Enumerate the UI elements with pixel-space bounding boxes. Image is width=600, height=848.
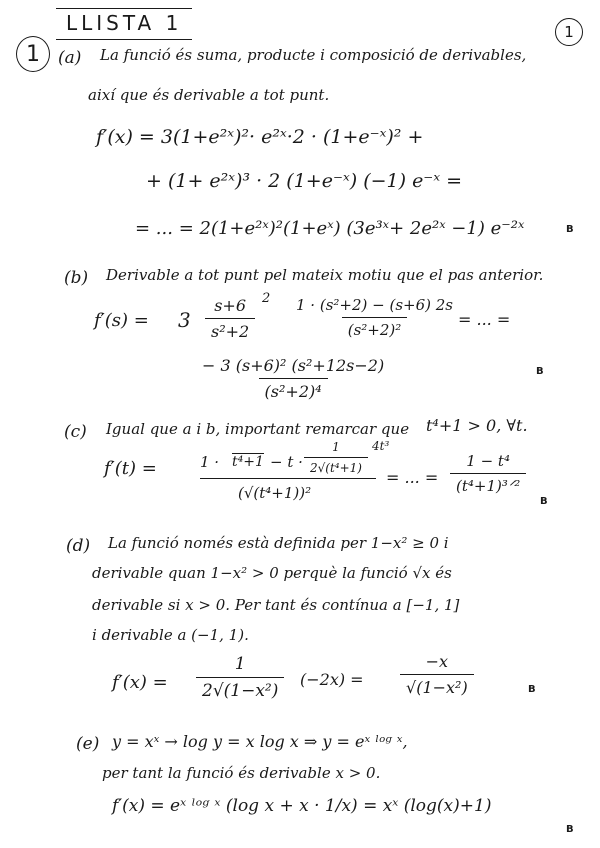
- part-b-base-den: s²+2: [205, 318, 255, 341]
- part-b-second-num: 1 · (s²+2) − (s+6) 2s: [296, 296, 454, 314]
- exercise-number-circle: [16, 36, 50, 72]
- part-d-frac-den: 2√(1−x²): [196, 677, 284, 701]
- part-b-lhs: f′(s) =: [94, 310, 149, 331]
- part-c-tail: = ... =: [386, 468, 439, 487]
- part-c-num-a: 1 ·: [200, 453, 220, 471]
- part-c-text: Igual que a i b, important remarcar que: [106, 420, 410, 438]
- part-c-inner-tail: 4t³: [372, 439, 390, 453]
- part-a-equation-3: = ... = 2(1+e²ˣ)²(1+eˣ) (3e³ˣ+ 2e²ˣ −1) e⁻²ˣ: [135, 218, 525, 239]
- part-d-text-3: derivable si x > 0. Per tant és contínua a [−1, 1]: [92, 596, 460, 614]
- part-c-label: (c): [64, 422, 87, 442]
- part-d-text-1: La funció només està definida per 1−x² ≥ 0 i: [108, 534, 449, 552]
- part-b-coefficient: 3: [178, 308, 191, 332]
- part-c-result-den: (t⁴+1)³ᐟ²: [450, 473, 526, 495]
- part-b-result-num: − 3 (s+6)² (s²+12s−2): [202, 356, 385, 375]
- list-title: LLISTA 1: [56, 8, 192, 40]
- part-e-label: (e): [76, 734, 100, 754]
- part-a-text-2: així que és derivable a tot punt.: [88, 86, 330, 104]
- part-e-equation: f′(x) = eˣ ˡᵒᵍ ˣ (log x + x · 1/x) = xˣ (log(x)+1): [112, 796, 492, 816]
- part-a-equation-2: + (1+ e²ˣ)³ · 2 (1+e⁻ˣ) (−1) e⁻ˣ =: [146, 170, 463, 192]
- part-c-result-num: 1 − t⁴: [466, 452, 510, 470]
- part-d-middle: (−2x) =: [300, 670, 364, 689]
- part-c-grade: B: [540, 496, 548, 507]
- part-e-text-2: per tant la funció és derivable x > 0.: [102, 764, 381, 782]
- part-a-text-1: La funció és suma, producte i composició de derivables,: [100, 46, 527, 64]
- part-b-label: (b): [64, 268, 89, 288]
- part-b-tail: = ... =: [458, 310, 511, 329]
- part-d-text-4: i derivable a (−1, 1).: [92, 626, 249, 644]
- part-b-second-den: (s²+2)²: [342, 317, 408, 339]
- part-a-grade: B: [566, 224, 574, 235]
- part-d-frac-num: 1: [234, 654, 246, 674]
- part-e-grade: B: [566, 824, 574, 835]
- part-b-exponent: 2: [262, 291, 271, 306]
- part-d-fraction: [196, 654, 284, 701]
- part-a-equation-1: f′(x) = 3(1+e²ˣ)²· e²ˣ·2 · (1+e⁻ˣ)² +: [96, 126, 424, 148]
- exercise-number: 1: [26, 41, 40, 67]
- part-c-inner-fraction: [304, 440, 368, 475]
- part-d-text-2: derivable quan 1−x² > 0 perquè la funció √x és: [92, 564, 452, 582]
- part-b-second-fraction: [290, 296, 459, 339]
- page-number-circle: [555, 18, 583, 46]
- part-c-inner-num: 1: [332, 440, 340, 454]
- part-c-num-minus: − t ·: [270, 453, 303, 471]
- part-b-grade: B: [536, 366, 544, 377]
- part-b-base-fraction: [205, 296, 255, 341]
- part-c-result: [450, 452, 526, 495]
- part-c-fraction-bar: [200, 478, 376, 479]
- part-d-result-den: √(1−x²): [400, 674, 474, 697]
- part-c-condition: t⁴+1 > 0, ∀t.: [426, 416, 528, 435]
- part-d-result: [400, 652, 474, 697]
- part-b-text: Derivable a tot punt pel mateix motiu que el pas anterior.: [106, 266, 544, 284]
- part-d-lhs: f′(x) =: [112, 672, 168, 693]
- part-e-text-1: y = xˣ → log y = x log x ⇒ y = eˣ ˡᵒᵍ ˣ,: [112, 732, 408, 751]
- part-b-result: [196, 356, 390, 401]
- part-c-lhs: f′(t) =: [104, 458, 157, 479]
- part-c-num-sqrt: t⁴+1: [232, 454, 264, 470]
- part-b-result-den: (s²+2)⁴: [259, 378, 328, 401]
- part-b-base-num: s+6: [214, 296, 246, 315]
- part-d-label: (d): [66, 536, 91, 556]
- part-a-label: (a): [58, 48, 82, 68]
- part-d-grade: B: [528, 684, 536, 695]
- part-d-result-num: −x: [425, 652, 449, 671]
- part-c-den: (√(t⁴+1))²: [238, 484, 312, 502]
- page-number: 1: [564, 23, 574, 41]
- part-c-inner-den: 2√(t⁴+1): [304, 457, 368, 475]
